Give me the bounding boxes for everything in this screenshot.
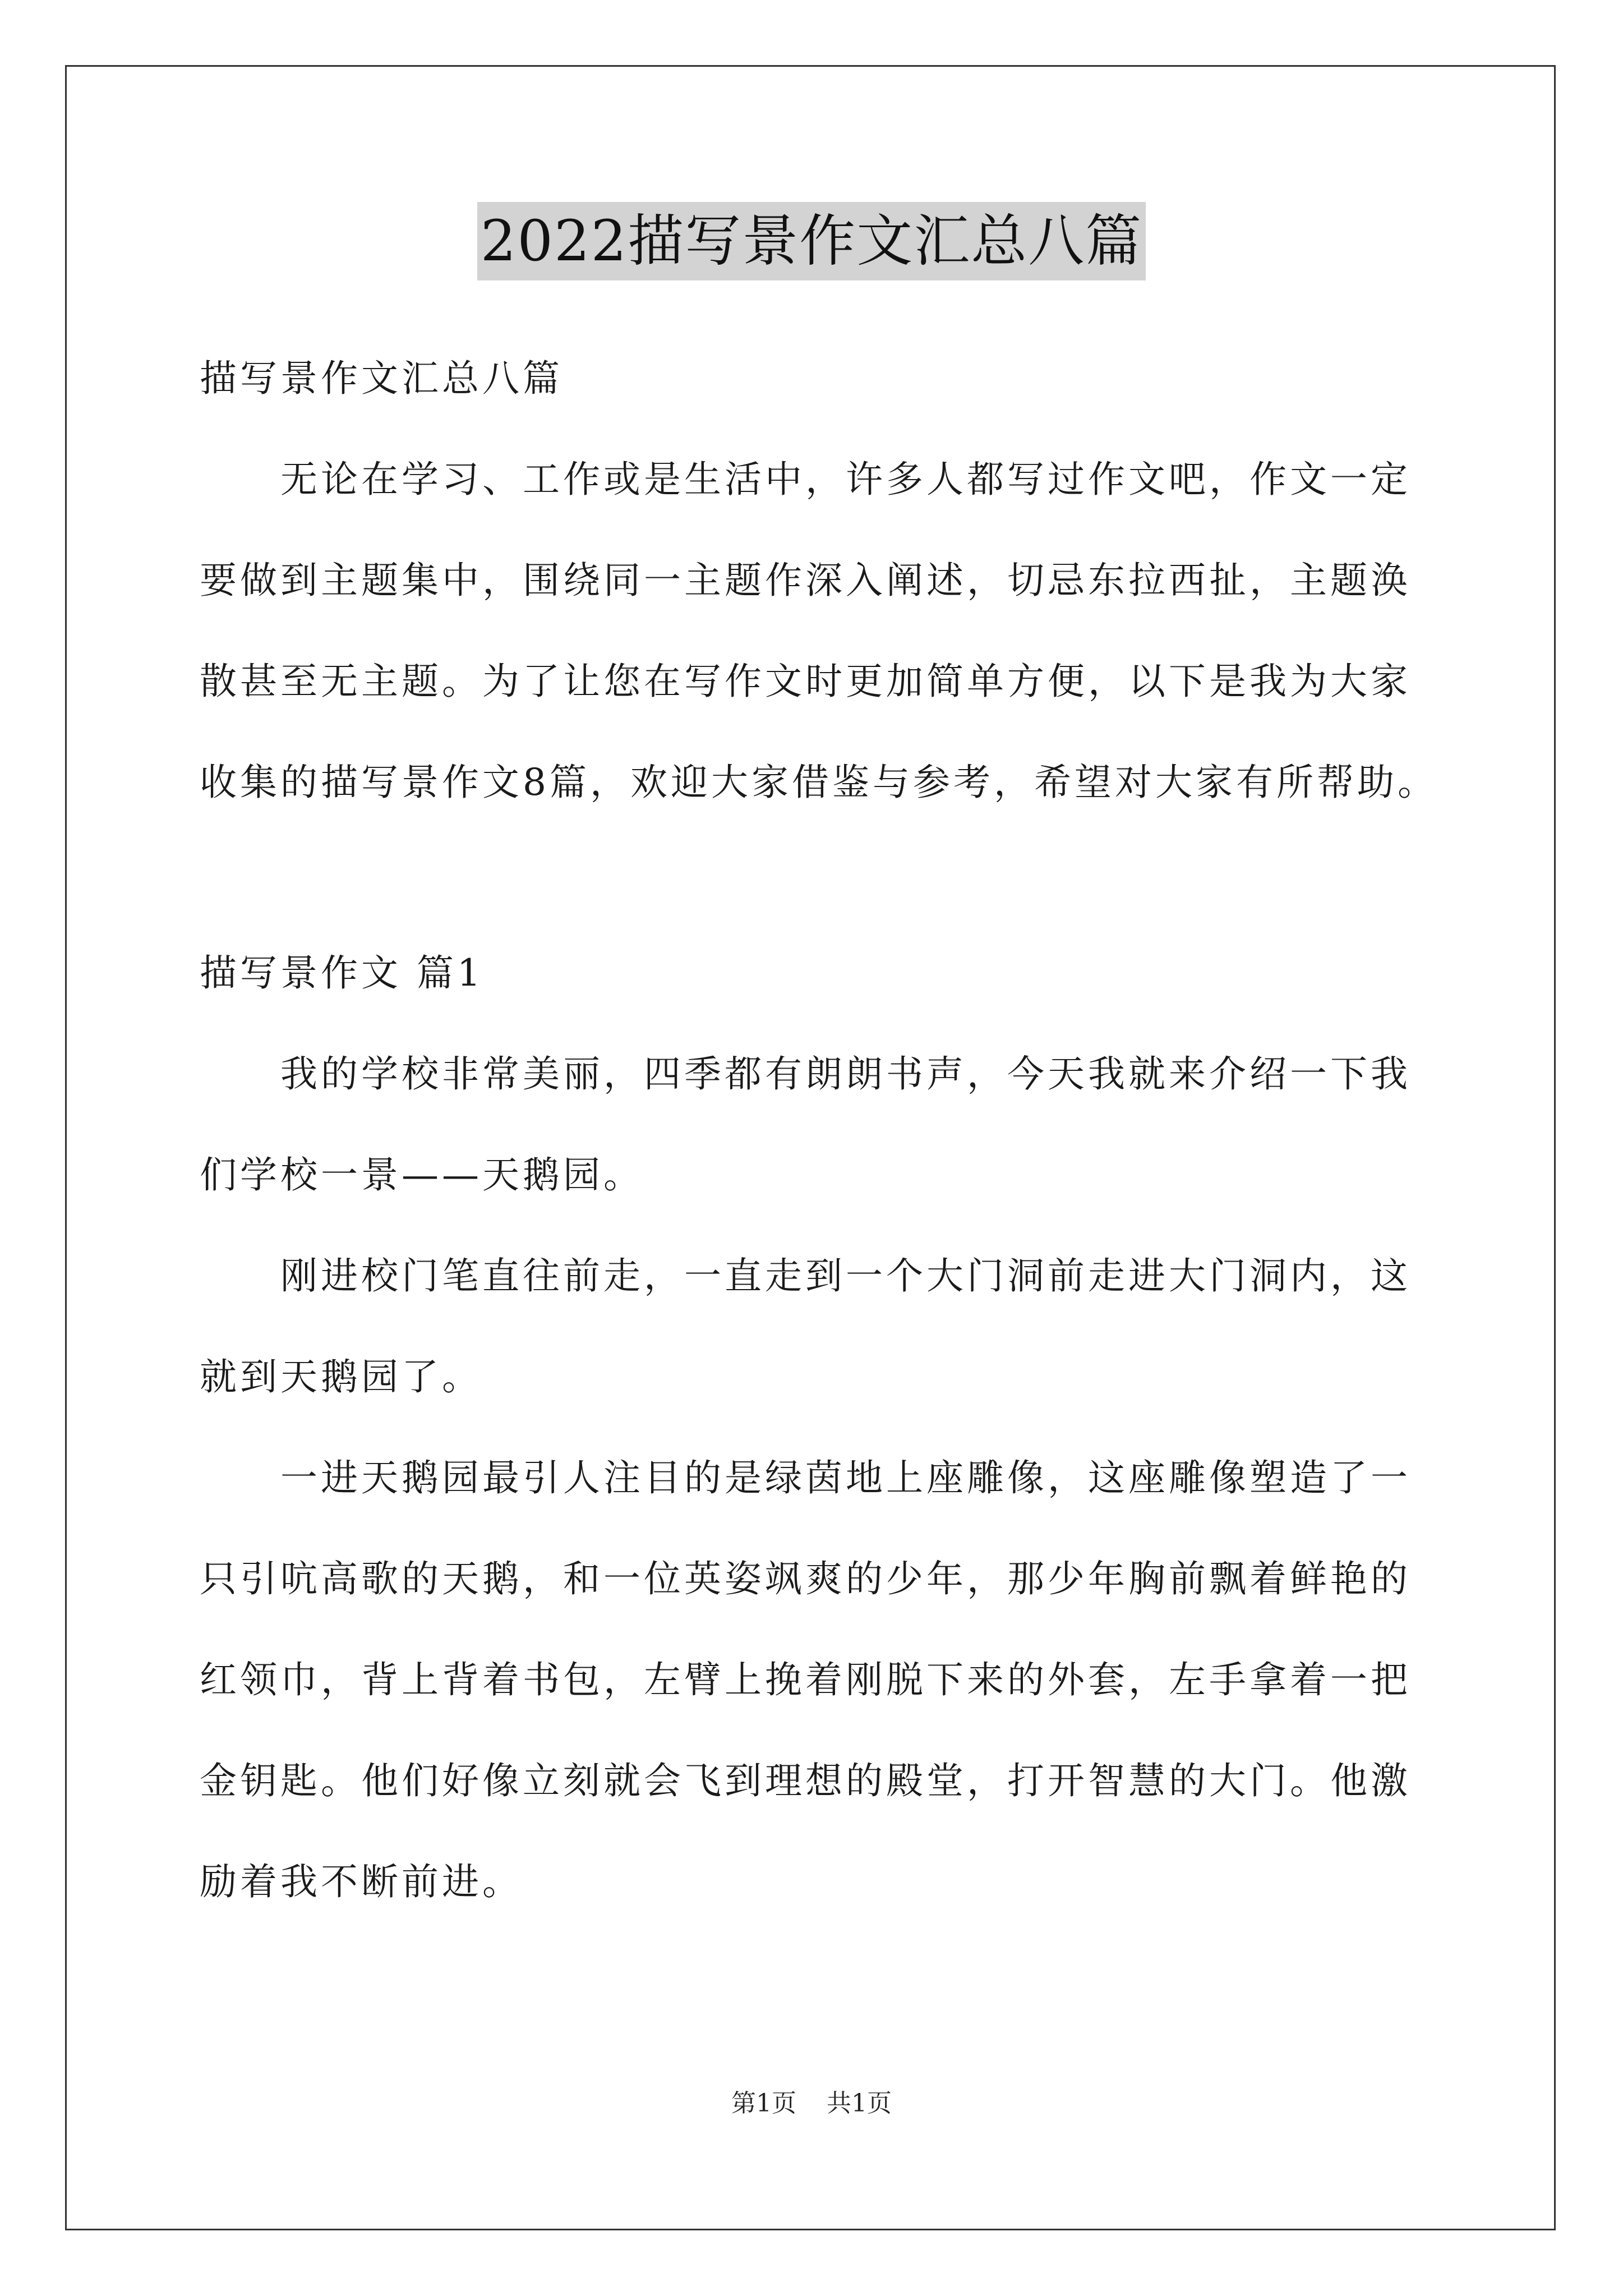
body-line: 红领巾，背上背着书包，左臂上挽着刚脱下来的外套，左手拿着一把 (200, 1658, 1411, 1701)
body-line: 一进天鹅园最引人注目的是绿茵地上座雕像，这座雕像塑造了一 (200, 1456, 1411, 1499)
title-container (0, 202, 1623, 280)
page-total: 共1页 (827, 2089, 892, 2118)
intro-line: 要做到主题集中，围绕同一主题作深入阐述，切忌东拉西扯，主题涣 (200, 559, 1411, 602)
body-line: 只引吭高歌的天鹅，和一位英姿飒爽的少年，那少年胸前飘着鲜艳的 (200, 1557, 1411, 1600)
page-number: 第1页 (731, 2089, 796, 2118)
body-line: 金钥匙。他们好像立刻就会飞到理想的殿堂，打开智慧的大门。他激 (200, 1759, 1411, 1802)
body-line: 们学校一景——天鹅园。 (200, 1153, 644, 1197)
body-line: 我的学校非常美丽，四季都有朗朗书声，今天我就来介绍一下我 (200, 1052, 1411, 1096)
intro-line: 收集的描写景作文8篇，欢迎大家借鉴与参考，希望对大家有所帮助。 (200, 761, 1438, 804)
document-title: 2022描写景作文汇总八篇 (477, 202, 1146, 280)
body-line: 刚进校门笔直往前走，一直走到一个大门洞前走进大门洞内，这 (200, 1254, 1411, 1297)
document-subtitle: 描写景作文汇总八篇 (200, 357, 563, 400)
page-footer (0, 2087, 1623, 2120)
body-line: 就到天鹅园了。 (200, 1355, 482, 1398)
body-line: 励着我不断前进。 (200, 1860, 523, 1903)
intro-line: 无论在学习、工作或是生活中，许多人都写过作文吧，作文一定 (200, 458, 1411, 501)
intro-line: 散甚至无主题。为了让您在写作文时更加简单方便，以下是我为大家 (200, 660, 1411, 703)
section-heading: 描写景作文 篇1 (200, 951, 484, 995)
